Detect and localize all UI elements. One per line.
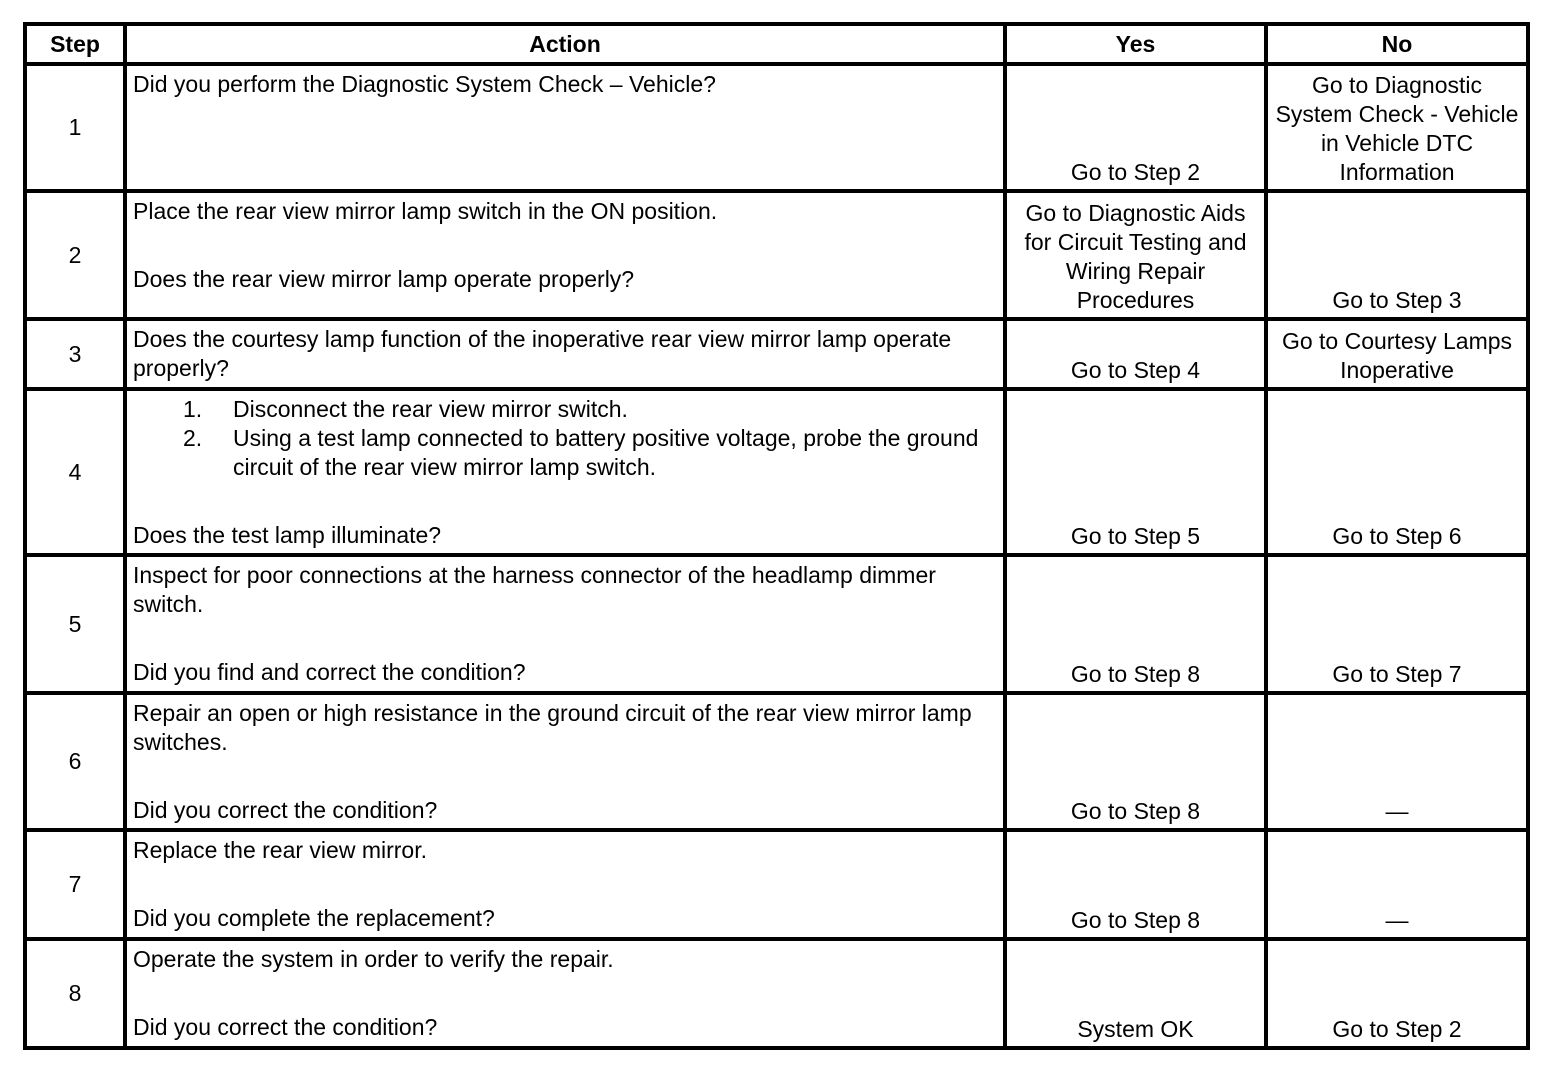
step-number: 5 — [25, 555, 125, 693]
action-question: Did you find and correct the condition? — [133, 659, 526, 685]
no-cell: Go to Step 6 — [1266, 389, 1528, 555]
yes-cell: System OK — [1005, 939, 1266, 1048]
action-question: Does the rear view mirror lamp operate properly? — [133, 266, 635, 292]
yes-cell: Go to Step 5 — [1005, 389, 1266, 555]
step-number: 1 — [25, 64, 125, 191]
step-number: 7 — [25, 830, 125, 939]
list-item — [183, 395, 997, 424]
table-row — [25, 939, 1528, 1048]
list-item — [183, 424, 997, 482]
diagnostic-table — [23, 22, 1530, 1050]
step-number: 3 — [25, 319, 125, 389]
action-cell — [125, 555, 1005, 693]
action-text: Inspect for poor connections at the harness connector of the headlamp dimmer switch. — [133, 562, 936, 617]
no-cell: Go to Step 3 — [1266, 191, 1528, 319]
action-text: Replace the rear view mirror. — [133, 837, 427, 863]
yes-cell: Go to Diagnostic Aids for Circuit Testing and Wiring Repair Procedures — [1005, 191, 1266, 319]
yes-cell: Go to Step 8 — [1005, 830, 1266, 939]
substep-list — [133, 395, 997, 482]
no-cell: Go to Diagnostic System Check - Vehicle in Vehicle DTC Information — [1266, 64, 1528, 191]
substep-number: 1. — [183, 396, 203, 422]
table-row — [25, 693, 1528, 830]
step-number: 6 — [25, 693, 125, 830]
action-cell — [125, 319, 1005, 389]
action-text: Operate the system in order to verify the repair. — [133, 946, 614, 972]
no-cell: Go to Step 7 — [1266, 555, 1528, 693]
action-cell — [125, 830, 1005, 939]
step-number: 8 — [25, 939, 125, 1048]
step-number: 2 — [25, 191, 125, 319]
header-row — [25, 24, 1528, 64]
no-cell: Go to Step 2 — [1266, 939, 1528, 1048]
table-row — [25, 389, 1528, 555]
yes-cell: Go to Step 2 — [1005, 64, 1266, 191]
yes-cell: Go to Step 8 — [1005, 555, 1266, 693]
substep-number: 2. — [183, 425, 203, 451]
action-cell — [125, 389, 1005, 555]
action-text: Did you perform the Diagnostic System Check – Vehicle? — [133, 71, 716, 97]
yes-cell: Go to Step 8 — [1005, 693, 1266, 830]
table-row — [25, 555, 1528, 693]
no-cell: — — [1266, 830, 1528, 939]
header-no: No — [1266, 24, 1528, 64]
action-question: Did you correct the condition? — [133, 797, 438, 823]
substep-text: Using a test lamp connected to battery positive voltage, probe the ground circuit of the rear view mirror lamp switch. — [233, 425, 979, 480]
table-row — [25, 830, 1528, 939]
action-text: Place the rear view mirror lamp switch in the ON position. — [133, 198, 718, 224]
no-cell: Go to Courtesy Lamps Inoperative — [1266, 319, 1528, 389]
action-cell — [125, 64, 1005, 191]
action-question: Did you complete the replacement? — [133, 905, 495, 931]
header-yes: Yes — [1005, 24, 1266, 64]
action-cell — [125, 939, 1005, 1048]
action-question: Did you correct the condition? — [133, 1014, 438, 1040]
yes-cell: Go to Step 4 — [1005, 319, 1266, 389]
header-step: Step — [25, 24, 125, 64]
action-cell — [125, 693, 1005, 830]
action-question: Does the test lamp illuminate? — [133, 522, 442, 548]
action-text: Does the courtesy lamp function of the inoperative rear view mirror lamp operate properly? — [133, 326, 952, 381]
step-number: 4 — [25, 389, 125, 555]
table-row — [25, 64, 1528, 191]
action-text: Repair an open or high resistance in the ground circuit of the rear view mirror lamp switches. — [133, 700, 972, 755]
table-row — [25, 319, 1528, 389]
header-action: Action — [125, 24, 1005, 64]
substep-text: Disconnect the rear view mirror switch. — [233, 396, 628, 422]
action-cell — [125, 191, 1005, 319]
no-cell: — — [1266, 693, 1528, 830]
table-row — [25, 191, 1528, 319]
